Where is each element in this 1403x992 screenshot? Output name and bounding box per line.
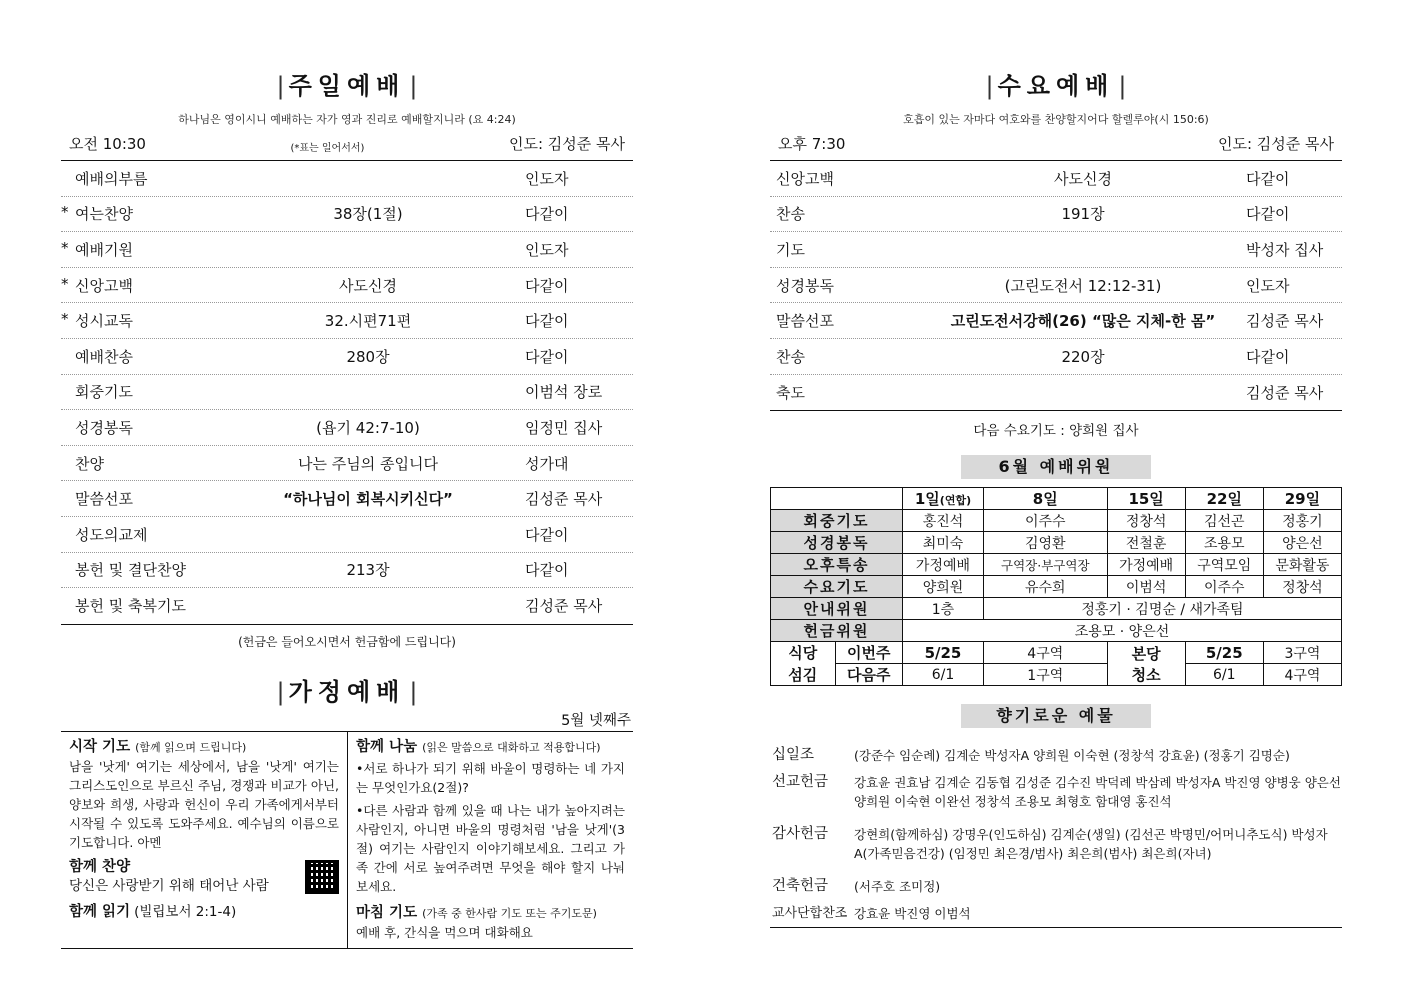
- duty-date: [903, 488, 984, 510]
- order-content: 고린도전서강해(26) “많은 지체-한 몸”: [950, 312, 1216, 331]
- duty-person: 가정예배: [1107, 554, 1185, 576]
- duty-date-sub: (연합): [939, 494, 972, 508]
- order-item: [770, 275, 920, 296]
- order-row: [61, 446, 633, 482]
- clean-label: [1107, 642, 1185, 686]
- order-item: [770, 239, 920, 260]
- offering-row: [770, 742, 1342, 769]
- duty-date-label: 15일: [1128, 490, 1164, 509]
- order-item-label: 봉헌 및 결단찬양: [75, 561, 186, 580]
- order-by: [1246, 203, 1342, 224]
- order-row: [61, 339, 633, 375]
- wednesday-verse: 호흡이 있는 자마다 여호와를 찬양할지어다 할렐루야(시 150:6): [903, 113, 1209, 126]
- order-by-label: 다같이: [525, 312, 569, 331]
- guide-names: 정홍기 · 김명순 / 새가족팀: [983, 598, 1341, 620]
- offering-row: [770, 900, 1342, 927]
- order-by: [525, 417, 633, 438]
- order-by: [525, 168, 633, 189]
- order-row: [770, 161, 1342, 197]
- order-item: [770, 382, 920, 403]
- meal-label-cell: [771, 642, 903, 686]
- duty-title: 6월 예배위원: [961, 455, 1151, 479]
- order-by: [525, 595, 633, 616]
- order-row: [61, 232, 633, 268]
- order-by-label: 임정민 집사: [525, 418, 603, 437]
- stand-note: (*표는 일어서서): [290, 143, 365, 154]
- duty-person: 이주수: [983, 510, 1107, 532]
- duty-table: [770, 487, 1342, 686]
- offering-names: 강현희(함께하심) 강명우(인도하심) 김계순(생일) (김선곤 박명민/어머니추도식) 박성자A(가족믿음건강) (임정민 최은경/범사) 최은희(범사) 최은희(자녀): [854, 827, 1328, 862]
- duty-row: [771, 576, 1342, 598]
- reading-heading: 함께 읽기: [69, 903, 131, 920]
- order-by-label: 다같이: [525, 561, 569, 580]
- order-item: [61, 417, 211, 438]
- order-by-label: 김성준 목사: [1246, 312, 1324, 331]
- order-by-label: 성가대: [525, 454, 569, 473]
- order-row: [61, 268, 633, 304]
- sunday-title: | 주일예배 |: [276, 72, 418, 100]
- order-item-label: 찬송: [776, 347, 805, 366]
- order-row: [61, 375, 633, 411]
- order-item: [61, 381, 211, 402]
- order-by: [525, 453, 633, 474]
- order-by-label: 김성준 목사: [525, 597, 603, 616]
- duty-person: 정홍기: [1263, 510, 1341, 532]
- meal-next-group: 1구역: [983, 664, 1107, 686]
- meal-label-2: 섬김: [771, 664, 835, 686]
- order-by-label: 이범석 장로: [525, 383, 603, 402]
- order-by: [1246, 168, 1342, 189]
- offering-duty-names: 조용모 · 양은선: [903, 620, 1342, 642]
- offering-row: [770, 769, 1342, 821]
- share-heading: 함께 나눔 (읽은 말씀으로 대화하고 적용합니다): [356, 738, 601, 755]
- star-marker: *: [61, 238, 69, 257]
- order-item: [770, 310, 920, 331]
- order-content: “하나님이 회복시키신다”: [283, 490, 453, 509]
- order-content: 나는 주님의 종입니다: [298, 454, 438, 473]
- order-content: (고린도전서 12:12-31): [1004, 276, 1162, 295]
- offering-note: (헌금은 들어오시면서 헌금함에 드립니다): [238, 634, 456, 649]
- duty-person: 가정예배: [903, 554, 984, 576]
- clean-this-group: 3구역: [1263, 642, 1341, 664]
- duty-person: 최미숙: [903, 532, 984, 554]
- order-item-label: 찬송: [776, 205, 805, 224]
- duty-person: 이주수: [1185, 576, 1263, 598]
- wednesday-time-row: [770, 133, 1342, 161]
- offering-names: 강효윤 박진영 이범석: [854, 906, 971, 922]
- offering-label: 교사단합찬조: [772, 906, 848, 922]
- right-panel: [770, 0, 1342, 928]
- order-by-label: 다같이: [525, 525, 569, 544]
- duty-person: 홍진석: [903, 510, 984, 532]
- order-row: [61, 161, 633, 197]
- duty-date-label: 29일: [1284, 490, 1321, 509]
- guide-floor: 1층: [903, 598, 984, 620]
- duty-row: [771, 554, 1342, 576]
- order-item-label: 신앙고백: [75, 276, 133, 295]
- wednesday-order-list: [770, 161, 1342, 411]
- opening-prayer-heading: 시작 기도 (함께 읽으며 드립니다): [69, 738, 247, 755]
- order-item-label: 기도: [776, 240, 805, 259]
- song-heading: 함께 찬양: [69, 858, 131, 875]
- order-by-label: 인도자: [525, 169, 569, 188]
- offerings-title: 향기로운 예물: [961, 704, 1151, 728]
- star-marker: *: [61, 310, 69, 329]
- next-week-label: 다음주: [847, 666, 891, 685]
- wednesday-leader: 인도: 김성준 목사: [1217, 135, 1334, 153]
- order-by: [525, 488, 633, 509]
- order-row: [61, 303, 633, 339]
- reading-text: (빌립보서 2:1-4): [134, 903, 237, 920]
- family-title: | 가정예배 |: [276, 677, 418, 706]
- order-by-label: 다같이: [1246, 169, 1290, 188]
- duty-date-label: 22일: [1206, 490, 1242, 509]
- closing-prayer-text: 예배 후, 간식을 먹으며 대화해요: [356, 924, 533, 940]
- order-by: [1246, 382, 1342, 403]
- order-item-label: 성시교독: [75, 312, 133, 331]
- offering-label: 감사헌금: [772, 826, 829, 843]
- order-by-label: 다같이: [1246, 347, 1290, 366]
- sunday-time-row: [61, 133, 633, 161]
- share-question-2: •다른 사람과 함께 있을 때 나는 내가 높아지려는 사람인지, 아니면 바울의 명령처럼 '남을 낫게'(3절) 여기는 사람인지 이야기해보세요. 그리고 가족 간에 서로 높여주려면 무엇을 해야 할지 나눠보세요.: [356, 802, 625, 894]
- star-marker: *: [61, 274, 69, 293]
- order-item-label: 말씀선포: [75, 490, 133, 509]
- order-item-label: 여는찬양: [75, 205, 133, 224]
- order-content: 280장: [346, 347, 390, 366]
- duty-date-label: 1일: [914, 490, 940, 509]
- duty-role: 수요기도: [771, 576, 903, 598]
- clean-label-2: 청소: [1131, 665, 1161, 684]
- offering-names: (서주호 조미정): [854, 879, 941, 895]
- share-question-1: •서로 하나가 되기 위해 바울이 명령하는 네 가지는 무엇인가요(2절)?: [356, 760, 625, 795]
- order-by: [1246, 346, 1342, 367]
- order-by: [525, 275, 633, 296]
- order-item-label: 예배의부름: [75, 169, 148, 188]
- family-left-col: [61, 732, 347, 948]
- order-by-label: 다같이: [1246, 205, 1290, 224]
- order-item: [770, 346, 920, 367]
- offering-label: 선교헌금: [772, 774, 829, 791]
- duty-row: [771, 510, 1342, 532]
- order-by: [1246, 239, 1342, 260]
- wednesday-time: 오후 7:30: [778, 135, 846, 153]
- order-item-label: 말씀선포: [776, 312, 834, 331]
- order-item: [770, 168, 920, 189]
- duty-date: [1107, 488, 1185, 510]
- order-item: [61, 203, 211, 224]
- meal-label-table: [771, 642, 902, 685]
- offering-row: [770, 821, 1342, 873]
- duty-person: 이범석: [1107, 576, 1185, 598]
- order-by: [525, 203, 633, 224]
- order-item: [770, 203, 920, 224]
- clean-this-date: 5/25: [1185, 642, 1263, 664]
- order-row: [61, 410, 633, 446]
- duty-role: 성경봉독: [771, 532, 903, 554]
- duty-person: 구역장·부구역장: [983, 554, 1107, 576]
- order-item-label: 성경봉독: [75, 418, 133, 437]
- order-by: [525, 346, 633, 367]
- offering-names: (강준수 임순례) 김계순 박성자A 양희원 이숙현 (정창석 강효윤) (정홍기 김명순): [854, 748, 1290, 764]
- star-marker: *: [61, 203, 69, 222]
- order-by-label: 인도자: [525, 240, 569, 259]
- meal-this-group: 4구역: [983, 642, 1107, 664]
- meal-next-date: 6/1: [903, 664, 984, 686]
- guide-row: [771, 598, 1342, 620]
- order-by: [525, 310, 633, 331]
- meal-this-date: 5/25: [903, 642, 984, 664]
- duty-person: 양은선: [1263, 532, 1341, 554]
- this-week-label: 이번주: [835, 642, 902, 664]
- duty-role: 회중기도: [771, 510, 903, 532]
- order-by-label: 인도자: [1246, 276, 1290, 295]
- order-item: [61, 453, 211, 474]
- left-panel: [61, 0, 633, 949]
- duty-person: 유수희: [983, 576, 1107, 598]
- order-item-label: 봉헌 및 축복기도: [75, 597, 186, 616]
- order-item: [61, 168, 211, 189]
- order-item-label: 찬양: [75, 454, 104, 473]
- order-content: 38장(1절): [333, 205, 403, 224]
- duty-person: 문화활동: [1263, 554, 1341, 576]
- order-by: [1246, 310, 1342, 331]
- order-row: [61, 481, 633, 517]
- order-content: 사도신경: [339, 276, 397, 295]
- order-item-label: 성도의교제: [75, 525, 148, 544]
- order-content: 32.시편71편: [324, 312, 412, 331]
- clean-label-1: 본당: [1131, 644, 1161, 663]
- order-row: [770, 375, 1342, 411]
- order-item: [61, 275, 211, 296]
- duty-person: 정창석: [1107, 510, 1185, 532]
- duty-header-row: [771, 488, 1342, 510]
- order-item-label: 예배기원: [75, 240, 133, 259]
- duty-role: 오후특송: [771, 554, 903, 576]
- duty-person: 전철훈: [1107, 532, 1185, 554]
- offering-row: [770, 873, 1342, 900]
- order-by: [1246, 275, 1342, 296]
- duty-person: 양희원: [903, 576, 984, 598]
- order-row: [770, 197, 1342, 233]
- guide-label: 안내위원: [771, 598, 903, 620]
- order-item: [61, 310, 211, 331]
- duty-person: 김영환: [983, 532, 1107, 554]
- duty-person: 김선곤: [1185, 510, 1263, 532]
- qr-code-icon[interactable]: [305, 860, 339, 894]
- song-text: 당신은 사랑받기 위해 태어난 사람: [69, 877, 269, 894]
- family-week: 5월 넷째주: [561, 712, 631, 729]
- offerings-list: [770, 738, 1342, 928]
- order-row: [61, 517, 633, 553]
- family-right-col: [347, 732, 633, 948]
- duty-corner: [771, 488, 903, 510]
- order-item: [61, 524, 211, 545]
- offering-names: 강효윤 권효남 김계순 김동협 김성준 김수진 박덕례 박삼례 박성자A 박진영 양병웅 양은선 양희원 이숙현 이완선 정창석 조용모 최형호 함대영 홍진석: [854, 775, 1341, 810]
- order-by: [525, 559, 633, 580]
- opening-prayer-text: 남을 '낫게' 여기는 세상에서, 남을 '낫게' 여기는 그리스도인으로 부르신 주님, 경쟁과 비교가 아닌, 양보와 희생, 사랑과 헌신이 우리 가족에게서부터 시작될 수 있도록 도와주세요. 예수님의 이름으로 기도합니다. 아멘: [69, 758, 339, 850]
- duty-row: [771, 532, 1342, 554]
- order-content: 220장: [1061, 347, 1105, 366]
- duty-date: [983, 488, 1107, 510]
- offering-duty-row: [771, 620, 1342, 642]
- sunday-time: 오전 10:30: [69, 135, 146, 153]
- order-item: [61, 595, 211, 616]
- wednesday-title: | 수요예배 |: [985, 72, 1127, 100]
- order-by-label: 김성준 목사: [1246, 383, 1324, 402]
- order-by-label: 다같이: [525, 205, 569, 224]
- duty-person: 정창석: [1263, 576, 1341, 598]
- order-content: (욥기 42:7-10): [316, 418, 420, 437]
- next-wednesday-prayer: 다음 수요기도 : 양희원 집사: [973, 423, 1139, 440]
- order-by: [525, 239, 633, 260]
- duty-date-label: 8일: [1032, 490, 1058, 509]
- order-item: [61, 559, 211, 580]
- order-item: [61, 346, 211, 367]
- order-row: [61, 197, 633, 233]
- offering-label: 십일조: [772, 747, 815, 764]
- order-by-label: 다같이: [525, 276, 569, 295]
- order-content: 사도신경: [1054, 169, 1112, 188]
- sunday-leader: 인도: 김성준 목사: [508, 135, 625, 153]
- order-by: [525, 524, 633, 545]
- duty-person: 조용모: [1185, 532, 1263, 554]
- order-by-label: 김성준 목사: [525, 490, 603, 509]
- order-row: [770, 303, 1342, 339]
- order-by: [525, 381, 633, 402]
- duty-date: [1185, 488, 1263, 510]
- order-row: [61, 553, 633, 589]
- order-content: 213장: [346, 561, 390, 580]
- meal-row-this: [771, 642, 1342, 664]
- order-row: [61, 588, 633, 624]
- clean-next-date: 6/1: [1185, 664, 1263, 686]
- order-row: [770, 232, 1342, 268]
- order-by-label: 다같이: [525, 347, 569, 366]
- order-item-label: 축도: [776, 383, 805, 402]
- duty-date: [1263, 488, 1341, 510]
- sunday-order-list: [61, 161, 633, 625]
- offering-duty-label: 헌금위원: [771, 620, 903, 642]
- order-item: [61, 488, 211, 509]
- order-content: 191장: [1061, 205, 1105, 224]
- offering-label: 건축헌금: [772, 878, 829, 895]
- song-block: [69, 858, 339, 896]
- closing-prayer-heading: 마침 기도 (가족 중 한사람 기도 또는 주기도문): [356, 904, 597, 921]
- reading-block: [69, 902, 339, 922]
- order-row: [770, 268, 1342, 304]
- order-item-label: 회중기도: [75, 383, 133, 402]
- order-row: [770, 339, 1342, 375]
- clean-next-group: 4구역: [1263, 664, 1341, 686]
- sunday-verse: 하나님은 영이시니 예배하는 자가 영과 진리로 예배할지니라 (요 4:24): [178, 113, 516, 126]
- order-item-label: 신앙고백: [776, 169, 834, 188]
- duty-person: 구역모임: [1185, 554, 1263, 576]
- order-item-label: 예배찬송: [75, 347, 133, 366]
- order-by-label: 박성자 집사: [1246, 240, 1324, 259]
- order-item: [61, 239, 211, 260]
- family-worship-box: [61, 731, 633, 949]
- meal-label: 식당: [771, 642, 835, 664]
- order-item-label: 성경봉독: [776, 276, 834, 295]
